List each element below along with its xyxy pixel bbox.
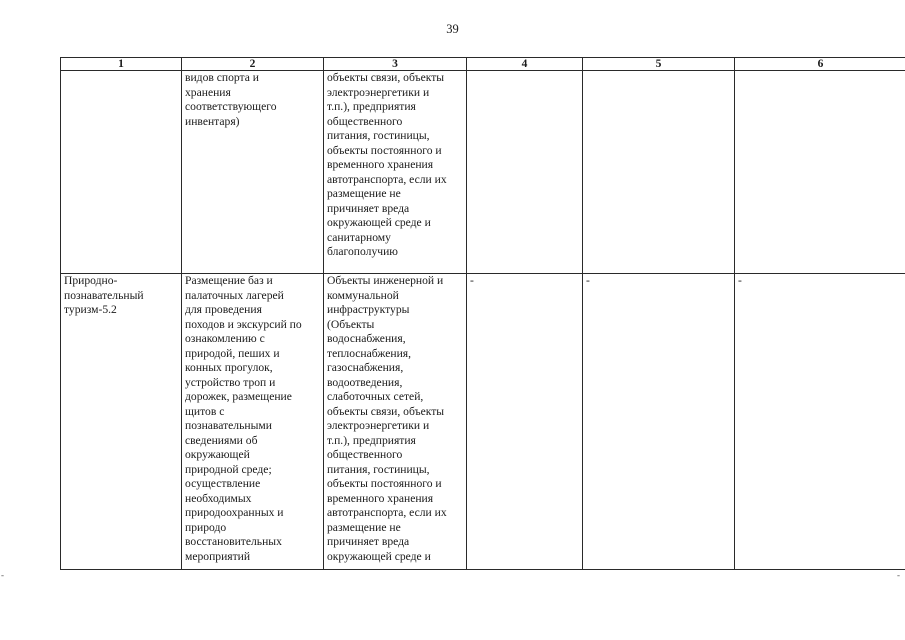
header-row: [61, 58, 905, 71]
cell-permitted-objects: [324, 274, 467, 570]
header-col-6: 6: [735, 58, 905, 71]
cell-description: [182, 71, 324, 274]
left-margin-mark: -: [1, 570, 4, 580]
cell-col-6: [735, 274, 905, 570]
cell-col-5: [583, 71, 735, 274]
cell-text: -: [470, 274, 474, 287]
cell-use-name: [61, 274, 182, 570]
header-col-5: 5: [583, 58, 735, 71]
cell-text: видов спорта и хранения соответствующего инвентаря): [185, 71, 277, 128]
cell-permitted-objects: [324, 71, 467, 274]
table-row: [61, 71, 905, 274]
cell-text: Размещение баз и палаточных лагерей для проведения походов и экскурсий по ознакомлению с природой, пеших и конных прогулок, устройство троп и дорожек, размещение щитов с познавательными сведениями об окружающей природной среде; осуществление необходимых природоохранных и природо восстановительных мероприятий: [185, 274, 302, 563]
cell-text: -: [586, 274, 590, 287]
page-number: 39: [446, 22, 459, 36]
cell-col-5: [583, 274, 735, 570]
cell-col-6: [735, 71, 905, 274]
cell-text: объекты связи, объекты электроэнергетики и т.п.), предприятия общественного питания, гостиницы, объекты постоянного и временного хранения автотранспорта, если их размещение не причиняет вреда окружающей среде и санитарному благополучию: [327, 71, 447, 258]
header-col-2: 2: [182, 58, 324, 71]
cell-col-4: [467, 274, 583, 570]
header-col-1: 1: [61, 58, 182, 71]
header-col-4: 4: [467, 58, 583, 71]
table-row: [61, 274, 905, 570]
cell-description: [182, 274, 324, 570]
cell-text: Природно- познавательный туризм-5.2: [64, 274, 144, 316]
cell-text: -: [738, 274, 742, 287]
header-col-3: 3: [324, 58, 467, 71]
right-margin-mark: -: [897, 570, 900, 580]
regulations-table: [60, 57, 905, 570]
cell-text: Объекты инженерной и коммунальной инфраструктуры (Объекты водоснабжения, теплоснабжения, газоснабжения, водоотведения, слаботочных сетей, объекты связи, объекты электроэнергетики и т.п.), предприятия общественного питания, гостиницы, объекты постоянного и временного хранения автотранспорта, если их размещение не причиняет вреда окружающей среде и: [327, 274, 447, 563]
cell-use-name: [61, 71, 182, 274]
cell-col-4: [467, 71, 583, 274]
